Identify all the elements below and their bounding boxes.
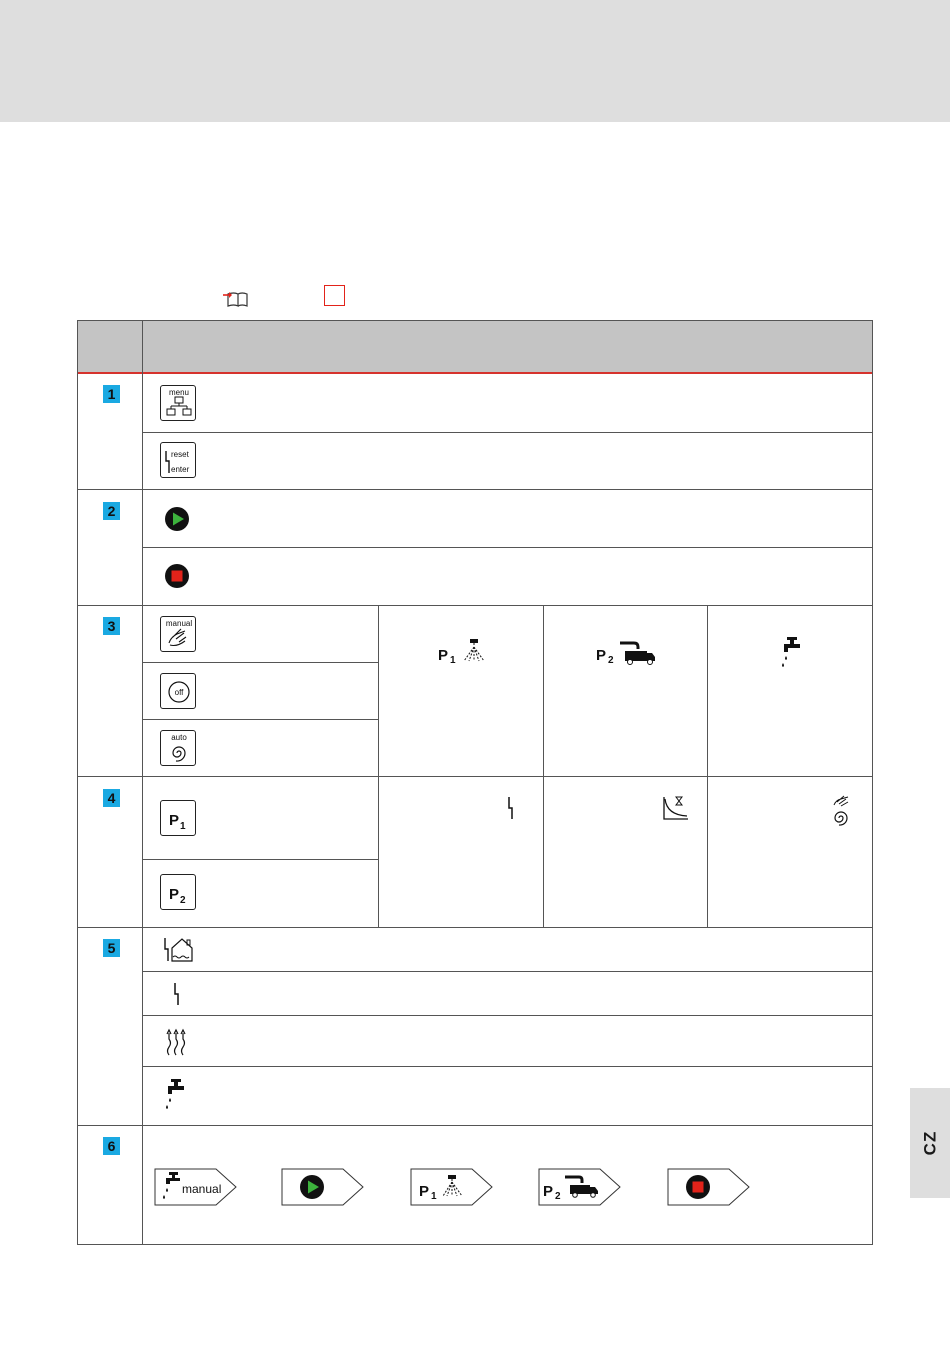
table-header: [78, 321, 872, 373]
column-divider: [707, 605, 708, 927]
water-tap-icon: [778, 635, 804, 671]
fault-lightning-icon: [172, 981, 182, 1007]
svg-text:P: P: [596, 647, 607, 664]
svg-text:1: 1: [180, 821, 186, 832]
stop-icon[interactable]: [164, 563, 190, 589]
row-number: 5: [103, 939, 120, 957]
spray-nozzle-icon: [448, 1175, 456, 1179]
p2-button[interactable]: [160, 874, 196, 910]
status-tag-p2: [538, 1168, 622, 1206]
column-divider: [142, 321, 143, 1244]
manual-button[interactable]: [160, 616, 196, 652]
svg-text:P: P: [169, 812, 180, 829]
svg-text:2: 2: [180, 895, 186, 906]
svg-text:P: P: [419, 1183, 430, 1200]
language-tab: [910, 1088, 950, 1198]
status-tag-running: [281, 1168, 365, 1206]
svg-text:2: 2: [555, 1191, 561, 1202]
status-tag-manual: [154, 1168, 238, 1206]
subrow-separator: [142, 547, 872, 548]
p2-truck-program-icon: [596, 637, 658, 667]
svg-text:1: 1: [450, 655, 456, 666]
table-header-divider: [78, 372, 872, 374]
svg-text:P: P: [438, 647, 449, 664]
row-separator: [78, 927, 872, 928]
reset-label: reset: [171, 450, 189, 459]
subrow-separator: [142, 432, 872, 433]
play-icon[interactable]: [164, 506, 190, 532]
p1-button[interactable]: [160, 800, 196, 836]
water-tap-icon: [162, 1077, 188, 1113]
svg-text:manual: manual: [182, 1182, 222, 1196]
subrow-separator: [142, 1066, 872, 1067]
auto-swirl-icon: [173, 747, 185, 761]
row-separator: [78, 776, 872, 777]
subrow-separator: [142, 719, 379, 720]
manual-button-label: manual: [165, 619, 193, 628]
language-tab-label: CZ: [919, 1130, 939, 1156]
fault-lightning-icon: [166, 451, 169, 473]
row-number: 6: [103, 1137, 120, 1155]
timer-curve-icon: [662, 795, 690, 821]
svg-text:2: 2: [608, 655, 614, 666]
off-button-label: off: [174, 688, 184, 697]
subrow-separator: [142, 971, 872, 972]
page-header-band: [0, 0, 950, 122]
column-divider: [378, 605, 379, 927]
auto-button-label: auto: [171, 733, 187, 742]
row-separator: [78, 605, 872, 606]
row-number: 3: [103, 617, 120, 635]
menu-tree-icon: [175, 397, 183, 403]
fault-lightning-icon: [506, 795, 516, 821]
status-tag-p1: [410, 1168, 494, 1206]
auto-button[interactable]: [160, 730, 196, 766]
subrow-separator: [142, 859, 379, 860]
menu-button-label: menu: [168, 388, 190, 397]
hand-auto-icon: [828, 795, 854, 827]
control-panel-table: [77, 320, 873, 1245]
row-number: 1: [103, 385, 120, 403]
p1-spray-program-icon: [438, 637, 488, 667]
row-separator: [78, 1125, 872, 1126]
row-separator: [78, 489, 872, 490]
reference-box: [324, 285, 345, 306]
column-divider: [543, 605, 544, 927]
manual-reference-icon: [222, 288, 248, 308]
heating-icon: [164, 1027, 188, 1057]
hand-icon: [169, 629, 186, 646]
enter-label: enter: [171, 465, 190, 474]
off-button[interactable]: [160, 673, 196, 709]
reset-enter-button[interactable]: [160, 442, 196, 478]
svg-text:P: P: [543, 1183, 554, 1200]
row-number: 2: [103, 502, 120, 520]
subrow-separator: [142, 662, 379, 663]
svg-text:1: 1: [431, 1191, 437, 1202]
subrow-separator: [142, 1015, 872, 1016]
status-tag-stop: [667, 1168, 751, 1206]
truck-pump-icon: [620, 643, 638, 649]
svg-text:P: P: [169, 886, 180, 903]
menu-button[interactable]: [160, 385, 196, 421]
row-number: 4: [103, 789, 120, 807]
house-fault-icon: [162, 935, 196, 963]
spray-nozzle-icon: [470, 639, 478, 643]
